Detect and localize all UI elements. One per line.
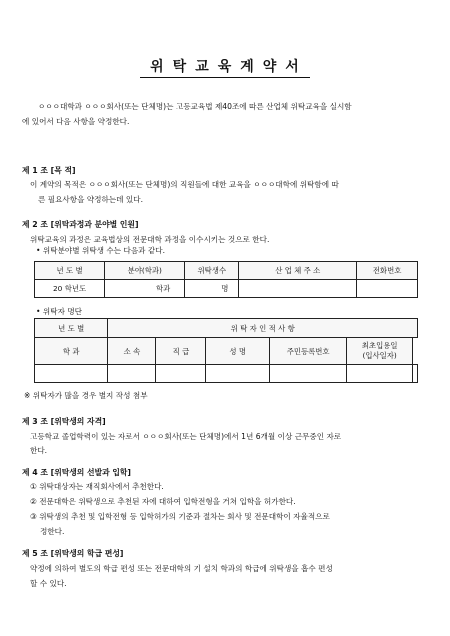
table-header-row: [35, 319, 418, 338]
article-3-line-2: 한다.: [30, 446, 48, 455]
article-5-line-1: 약정에 의하여 별도의 학급 편성 또는 전문대학의 기 설치 학과의 학급에 위탁생을 흡수 편성: [30, 564, 333, 573]
table-header-cell: 학 과: [35, 338, 108, 365]
article-3-line-1: 고등학교 졸업학력이 있는 자로서 ㅇㅇㅇ회사(또는 단체명)에서 1년 6개월 이상 근무중인 자로: [30, 432, 342, 441]
table-header-cell: 산 업 체 주 소: [239, 262, 357, 280]
enrollment-table: [34, 261, 418, 298]
table-header-cell: 소 속: [108, 338, 156, 365]
table-header-cell: 주민등록번호: [270, 338, 347, 365]
table-cell: [108, 365, 156, 383]
table-cell: [239, 280, 357, 298]
article-2-heading: 제 2 조 [위탁과정과 분야별 인원]: [22, 220, 139, 229]
article-1-heading: 제 1 조 [목 적]: [22, 166, 76, 175]
table-cell: 20 학년도: [35, 280, 105, 298]
article-4-item-3: ③ 위탁생의 추천 및 입학전형 등 입학허가의 기준과 절차는 회사 및 전문대학이 자율적으로: [30, 512, 330, 521]
table-header-cell: 년 도 별: [35, 319, 108, 338]
article-4-item-3-cont: 정한다.: [40, 527, 65, 536]
article-5-line-2: 할 수 있다.: [30, 579, 67, 588]
table-header-cell: [347, 338, 413, 365]
table-cell: [413, 365, 418, 383]
table-row: [35, 280, 418, 298]
article-4-item-1: ① 위탁대상자는 재직회사에서 추천한다.: [30, 482, 164, 491]
table-header-cell: 직 급: [156, 338, 206, 365]
table-header-cell: 위탁생수: [185, 262, 239, 280]
article-1-line-2: 른 필요사항을 약정하는데 있다.: [38, 195, 144, 204]
table-cell: [347, 365, 413, 383]
table-row: [35, 365, 418, 383]
table-cell: 명: [185, 280, 239, 298]
article-2-bullet-2: • 위탁자 명단: [36, 307, 82, 316]
article-1-line-1: 이 계약의 목적은 ㅇㅇㅇ회사(또는 단체명)의 직원들에 대한 교육을 ㅇㅇㅇ대학에 위탁함에 따: [30, 180, 339, 189]
table-header-row: [35, 338, 418, 365]
document-title: 위탁교육계약서: [0, 56, 450, 76]
table-header-cell: 분야(학과): [105, 262, 185, 280]
table-cell: [156, 365, 206, 383]
table-cell: [35, 365, 108, 383]
intro-line-1: ㅇㅇㅇ대학과 ㅇㅇㅇ회사(또는 단체명)는 고등교육법 제40조에 따른 산업체 위탁교육을 실시함: [38, 102, 352, 111]
article-3-heading: 제 3 조 [위탁생의 자격]: [22, 417, 106, 426]
article-2-note: ※ 위탁자가 많을 경우 별지 작성 첨부: [24, 391, 148, 400]
table-header-cell: 성 명: [206, 338, 270, 365]
article-5-heading: 제 5 조 [위탁생의 학급 편성]: [22, 549, 124, 558]
article-2-bullet-1: • 위탁분야별 위탁생 수는 다음과 같다.: [36, 246, 165, 255]
hire-date-label: 최초입용일: [361, 341, 398, 350]
article-2-line-1: 위탁교육의 과정은 교육법상의 전문대학 과정을 이수시키는 것으로 한다.: [30, 235, 270, 244]
hire-date-sublabel: (입사일자): [362, 351, 397, 360]
table-header-cell: 전화번호: [357, 262, 418, 280]
table-cell: [357, 280, 418, 298]
table-cell: 학과: [105, 280, 185, 298]
intro-line-2: 에 있어서 다음 사항을 약정한다.: [22, 117, 130, 126]
article-4-item-2: ② 전문대학은 위탁생으로 추천된 자에 대하여 입학전형을 거쳐 입학을 허가한다.: [30, 497, 296, 506]
trainee-table: [34, 318, 418, 383]
table-cell: [270, 365, 347, 383]
table-cell: [206, 365, 270, 383]
article-4-heading: 제 4 조 [위탁생의 선발과 입학]: [22, 468, 131, 477]
table-header-cell: 년 도 별: [35, 262, 105, 280]
table-header-cell: 위 탁 자 인 적 사 항: [108, 319, 418, 338]
table-header-row: [35, 262, 418, 280]
